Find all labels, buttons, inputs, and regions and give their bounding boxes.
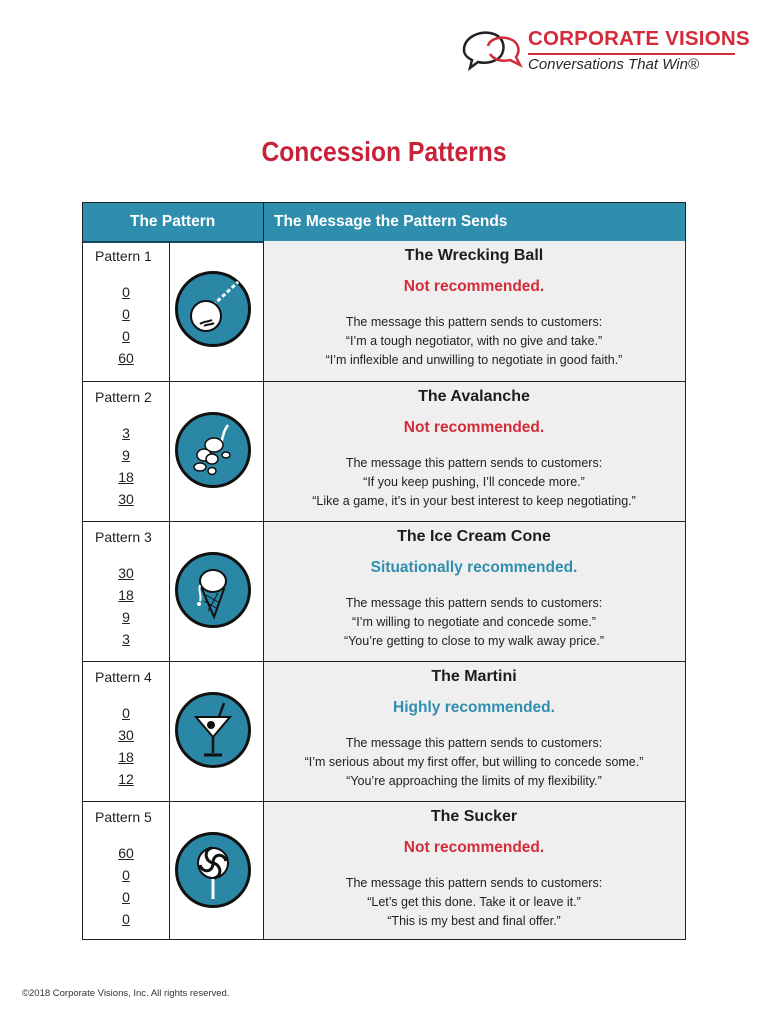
message-line: “This is my best and final offer.” [387,914,561,928]
pattern-name: The Avalanche [418,388,530,405]
concession-value: 0 [122,284,130,300]
recommendation: Not recommended. [403,278,545,295]
pattern-name: The Wrecking Ball [404,247,544,264]
header-message: The Message the Pattern Sends [274,213,508,230]
concession-patterns-table [82,202,686,940]
message-line: The message this pattern sends to customers: [345,596,603,610]
message-line: “I’m inflexible and unwilling to negotiate in good faith.” [325,353,623,367]
concession-values [83,422,169,510]
message-line: The message this pattern sends to customers: [345,736,603,750]
pattern-row-3 [83,522,685,662]
recommendation: Not recommended. [403,419,545,436]
concession-values [83,842,169,930]
message-line: “I’m a tough negotiator, with no give and take.” [345,334,603,348]
concession-value: 9 [122,609,130,625]
message-line: “Let’s get this done. Take it or leave it.” [367,895,581,909]
concession-value: 60 [118,350,134,366]
pattern-name: The Ice Cream Cone [397,528,551,545]
concession-value: 12 [118,771,134,787]
recommendation: Situationally recommended. [370,559,578,576]
concession-value: 3 [122,631,130,647]
pattern-label: Pattern 2 [95,389,152,405]
concession-value: 60 [118,845,134,861]
ice-cream-cone-icon [175,552,251,628]
concession-value: 18 [118,587,134,603]
wrecking-ball-icon [175,271,251,347]
column-divider [169,241,170,939]
concession-value: 0 [122,889,130,905]
column-divider [263,203,264,939]
concession-value: 30 [118,491,134,507]
concession-value: 0 [122,328,130,344]
avalanche-icon [175,412,251,488]
message-line: “Like a game, it’s in your best interest to keep negotiating.” [312,494,636,508]
speech-bubbles-icon [458,26,528,74]
concession-value: 3 [122,425,130,441]
header-the-pattern: The Pattern [130,213,216,230]
pattern-label: Pattern 3 [95,529,152,545]
logo-title: CORPORATE VISIONS [528,27,750,50]
lollipop-icon [175,832,251,908]
martini-icon [175,692,251,768]
pattern-message [263,874,685,931]
table-header [83,203,685,243]
concession-value: 30 [118,565,134,581]
concession-value: 18 [118,749,134,765]
concession-value: 9 [122,447,130,463]
message-line: “I’m serious about my first offer, but willing to concede some.” [304,755,644,769]
pattern-row-2 [83,382,685,522]
message-line: “You’re getting to close to my walk away price.” [343,634,605,648]
pattern-row-4 [83,662,685,802]
message-line: “I’m willing to negotiate and concede some.” [352,615,596,629]
message-line: “You’re approaching the limits of my flexibility.” [346,774,602,788]
concession-value: 0 [122,306,130,322]
pattern-label: Pattern 4 [95,669,152,685]
message-line: The message this pattern sends to customers: [345,876,603,890]
pattern-message [263,734,685,791]
logo-rule [528,53,735,55]
concession-value: 30 [118,727,134,743]
pattern-message [263,454,685,511]
pattern-message [263,594,685,651]
pattern-label: Pattern 5 [95,809,152,825]
pattern-row-1 [83,241,685,381]
pattern-name: The Sucker [430,808,518,825]
concession-value: 18 [118,469,134,485]
concession-values [83,702,169,790]
logo-tagline: Conversations That Win® [528,56,699,73]
pattern-name: The Martini [431,668,517,685]
pattern-row-5 [83,802,685,939]
concession-values [83,281,169,369]
message-line: “If you keep pushing, I’ll concede more.” [363,475,585,489]
concession-value: 0 [122,705,130,721]
pattern-message [263,313,685,370]
corporate-visions-logo [458,24,748,76]
concession-values [83,562,169,650]
recommendation: Not recommended. [403,839,545,856]
message-line: The message this pattern sends to customers: [345,315,603,329]
concession-value: 0 [122,911,130,927]
recommendation: Highly recommended. [393,699,555,716]
message-line: The message this pattern sends to customers: [345,456,603,470]
page-title: Concession Patterns [261,136,507,167]
concession-value: 0 [122,867,130,883]
copyright-footer: ©2018 Corporate Visions, Inc. All rights reserved. [22,988,230,999]
pattern-label: Pattern 1 [95,248,152,264]
